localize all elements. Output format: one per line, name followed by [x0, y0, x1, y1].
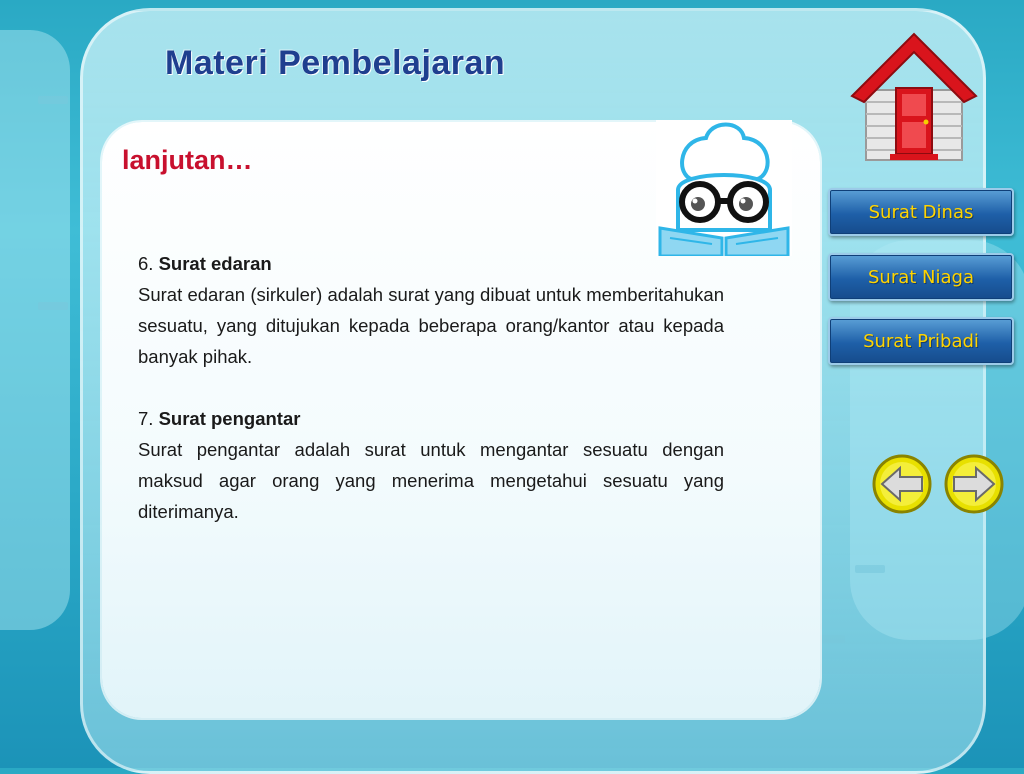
item-description: Surat pengantar adalah surat untuk mengantar sesuatu dengan maksud agar orang yang menerima mengetahui sesuatu yang diterimanya. [138, 439, 724, 522]
arrow-right-icon [944, 454, 1004, 514]
item-number: 6. [138, 253, 154, 274]
item-description: Surat edaran (sirkuler) adalah surat yang dibuat untuk memberitahukan sesuatu, yang ditujukan kepada beberapa orang/kantor atau kepada banyak pihak. [138, 284, 724, 367]
item-number: 7. [138, 408, 154, 429]
previous-button[interactable] [872, 454, 932, 514]
nav-button-surat-niaga[interactable]: Surat Niaga [828, 253, 1014, 301]
item-heading-line [138, 403, 724, 434]
decor-tick [38, 302, 68, 310]
home-icon [848, 30, 980, 166]
content-item-7 [138, 403, 724, 527]
content-item-6 [138, 248, 724, 372]
item-heading-line [138, 248, 724, 279]
item-heading: Surat edaran [158, 253, 272, 274]
nav-button-surat-dinas[interactable]: Surat Dinas [828, 188, 1014, 236]
page-subtitle: lanjutan… [122, 145, 253, 175]
page-title: Materi Pembelajaran [165, 44, 506, 82]
reading-mascot-icon [656, 120, 792, 256]
item-heading: Surat pengantar [158, 408, 301, 429]
nav-button-surat-pribadi[interactable]: Surat Pribadi [828, 317, 1014, 365]
background-left-bar [0, 30, 70, 630]
home-button[interactable] [848, 30, 980, 166]
decor-tick [855, 565, 885, 573]
decor-tick [38, 96, 68, 104]
content-body [138, 248, 724, 527]
next-button[interactable] [944, 454, 1004, 514]
arrow-left-icon [872, 454, 932, 514]
